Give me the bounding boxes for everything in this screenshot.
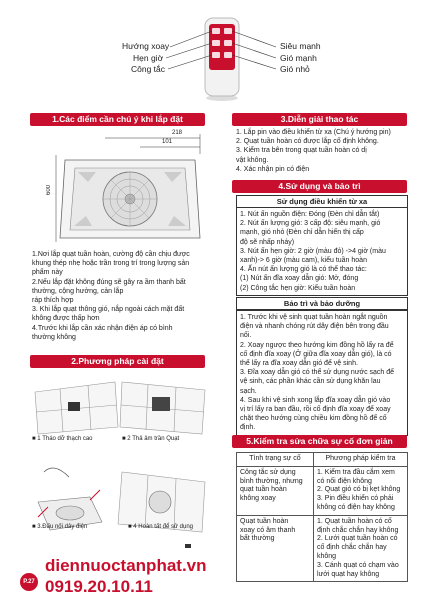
cell-line: không xoay	[240, 495, 276, 503]
section4-header: 4.Sử dụng và bảo trì	[232, 180, 407, 193]
section1-text	[32, 250, 212, 342]
s4-remote-line: xanh)-> 6 giờ (màu cam), kiểu tuần hoàn	[240, 257, 367, 265]
s4-maint-line: 1. Trước khi vệ sinh quạt tuần hoàn ngắt nguồn	[240, 314, 388, 321]
s4-remote-line: (1) Nút ấn đĩa xoay dẫn gió: Mở, đóng	[240, 275, 359, 283]
s4-remote-line: 4. Ấn nút ấn lượng gió là có thể thao tác:	[240, 266, 367, 274]
cell-line: bình thường, nhưng	[240, 477, 303, 485]
col-fix-header: Phương pháp kiểm tra	[314, 453, 408, 467]
s4-maint-line: nối.	[240, 332, 252, 340]
cell-line: có nối điện không	[317, 477, 372, 485]
step3-label: 3.Đấu nối dây điện	[37, 524, 88, 530]
s4-remote-line: 2. Nút ấn lượng gió: 3 cấp độ: siêu mạnh, gió	[240, 220, 381, 228]
s4-maint-line: sạch.	[240, 387, 257, 395]
remote-illustration	[0, 0, 431, 105]
step2-label: 2 Thả âm trần Quạt	[127, 436, 180, 442]
step1-caption: ■ 1 Tháo dỡ thạch cao	[32, 436, 93, 442]
fix-cell	[314, 515, 408, 582]
s3-line: 1. Lắp pin vào điều khiển từ xa (Chú ý hướng pin)	[236, 129, 391, 136]
cell-line: xoay có âm thanh	[240, 526, 296, 534]
section2-header: 2.Phương pháp cài đặt	[30, 355, 205, 368]
section3-text	[236, 128, 414, 174]
step4-label: 4 Hoàn tất để sử dụng	[133, 524, 194, 530]
section5-header: 5.Kiểm tra sửa chữa sự cố đơn giản	[232, 435, 407, 448]
cell-line: 1. Quạt tuần hoàn có cố	[317, 517, 392, 525]
cell-line: 2. Lưới quạt tuần hoàn có	[317, 535, 398, 543]
s4-maint-line: định.	[240, 424, 256, 432]
step4-caption: ■ 4 Hoàn tất để sử dụng	[128, 524, 194, 530]
cell-line: 3. Pin điều khiển có phải	[317, 495, 394, 503]
dim-width: 218	[172, 130, 183, 136]
label-cong-tac: Công tắc	[131, 64, 166, 74]
page-number-badge: P.27	[20, 573, 38, 591]
table-header-row	[237, 453, 408, 467]
cell-line: 2. Quạt gió có bị kẹt không	[317, 486, 401, 494]
s3-line: vật không.	[236, 156, 269, 164]
issue-cell	[237, 466, 314, 515]
s4-remote-line: 3. Nút ấn hẹn giờ: 2 giờ (màu đỏ) ->4 giờ (màu	[240, 247, 386, 255]
s4-maint-line: chặt theo hướng cùng chiều kim đồng hồ để cố	[240, 415, 387, 423]
cell-line: không có điện hay không	[317, 503, 395, 511]
step1-label: 1 Tháo dỡ thạch cao	[37, 436, 93, 442]
s4-maint-line: 3. Đĩa xoay dẫn gió có thể sử dụng nước sạch để	[240, 369, 395, 377]
cell-line: quạt tuần hoàn	[240, 486, 287, 494]
s4-maint-line: vệ sinh, các phần khác cần sử dụng khăn lau	[240, 378, 381, 386]
cell-line: 3. Cánh quạt có chạm vào	[317, 561, 399, 569]
cell-line: 1. Kiểm tra đầu cắm xem	[317, 468, 395, 476]
s3-line: 3. Kiểm tra bên trong quạt tuần hoàn có dị	[236, 147, 367, 155]
s1-line: thường, cộng hưởng, cản lắp	[32, 287, 124, 295]
install-steps-illustration	[30, 372, 208, 567]
s4-remote-line: (2) Công tắc hẹn giờ: Kiểu tuần hoàn	[240, 284, 356, 292]
troubleshoot-table	[236, 452, 408, 582]
cell-line: bất thường	[240, 535, 275, 543]
s3-line: 4. Xác nhận pin có điện	[236, 165, 310, 173]
section1-header: 1.Các điểm cần chú ý khi lắp đặt	[30, 113, 205, 126]
dim-height: 600	[46, 185, 52, 196]
cell-line: cố định chắc chắn hay	[317, 544, 387, 552]
s1-line: không được thấp hơn	[32, 315, 100, 323]
s4-maint-line: 4. Sau khi vệ sinh xong lắp đĩa xoay dẫn gió vào	[240, 396, 391, 404]
cell-line: Công tắc sử dụng	[240, 468, 296, 476]
remote-usage-header: Sử dụng điều khiển từ xa	[236, 195, 408, 208]
table-row	[237, 515, 408, 582]
fix-cell	[314, 466, 408, 515]
label-huong-xoay: Hướng xoay	[122, 41, 170, 51]
remote-usage-box	[236, 207, 408, 296]
footer-site: diennuoctanphat.vn	[45, 556, 207, 575]
footer-phone: 0919.20.10.11	[45, 577, 153, 596]
step3-caption: ■ 3.Đấu nối dây điện	[32, 524, 88, 530]
maintenance-box	[236, 310, 408, 436]
cell-line: không	[317, 552, 337, 560]
s4-remote-line: độ sẽ nhấp nháy)	[240, 238, 295, 246]
s1-line: 2.Nếu lắp đặt không đúng sẽ gây ra ầm thanh bất	[32, 278, 186, 286]
label-sieu-manh: Siêu mạnh	[280, 41, 321, 51]
s1-line: phẩm này	[32, 269, 63, 277]
issue-cell	[237, 515, 314, 582]
cell-line: lưới quạt hay không	[317, 570, 380, 578]
s4-remote-line: 1. Nút ấn nguồn điện: Đóng (Đèn chỉ dẫn tắt)	[240, 211, 380, 218]
s1-line: 3. Khi lắp quạt thông gió, nắp ngoài cách mặt đất	[32, 306, 185, 314]
s3-line: 2. Quạt tuần hoàn có được lắp cố định không.	[236, 138, 379, 146]
s1-line: 1.Nơi lắp quạt tuần hoàn, cường độ cần chịu được	[32, 251, 190, 258]
label-gio-nho: Gió nhỏ	[280, 64, 310, 74]
cell-line: định chắc chắn hay không	[317, 526, 399, 534]
step2-caption: ■ 2 Thả âm trần Quạt	[122, 436, 180, 442]
s4-maint-line: cố định đĩa xoay (Ở giữa đĩa xoay dẫn gió), là có	[240, 350, 392, 358]
label-gio-manh: Gió mạnh	[280, 53, 317, 63]
col-issue-header: Tình trạng sự cố	[237, 453, 314, 467]
s4-remote-line: mạnh, gió nhỏ (Đèn chỉ dẫn hiển thị cấp	[240, 229, 364, 237]
s1-line: ráp thích hợp	[32, 297, 74, 305]
dim-depth: 101	[162, 139, 173, 145]
section3-header: 3.Diễn giải thao tác	[232, 113, 407, 126]
s4-maint-line: vị trí lấy ra ban đầu, rồi cố định đĩa xoay để xoay	[240, 406, 391, 414]
s1-line: thường không	[32, 333, 76, 341]
s4-maint-line: điện và nhanh chóng rút dây điện bên trong đầu	[240, 323, 389, 331]
fan-dimension-diagram	[46, 130, 210, 250]
maintenance-header: Bảo trì và bảo dưỡng	[236, 297, 408, 310]
table-row	[237, 466, 408, 515]
s4-maint-line: 2. Xoay ngược theo hướng kim đồng hồ lấy ra để	[240, 341, 394, 349]
label-hen-gio: Hẹn giờ	[133, 53, 164, 63]
s1-line: 4.Trước khi lắp cần xác nhận điện áp có bình	[32, 324, 173, 332]
cell-line: Quạt tuần hoàn	[240, 517, 289, 525]
remote-diagram	[0, 0, 431, 105]
s1-line: khung thép nhẹ hoặc trần trong trí trong lượng sản	[32, 260, 190, 268]
s4-maint-line: thể lấy ra đĩa xoay dẫn gió để vệ sinh.	[240, 360, 358, 368]
